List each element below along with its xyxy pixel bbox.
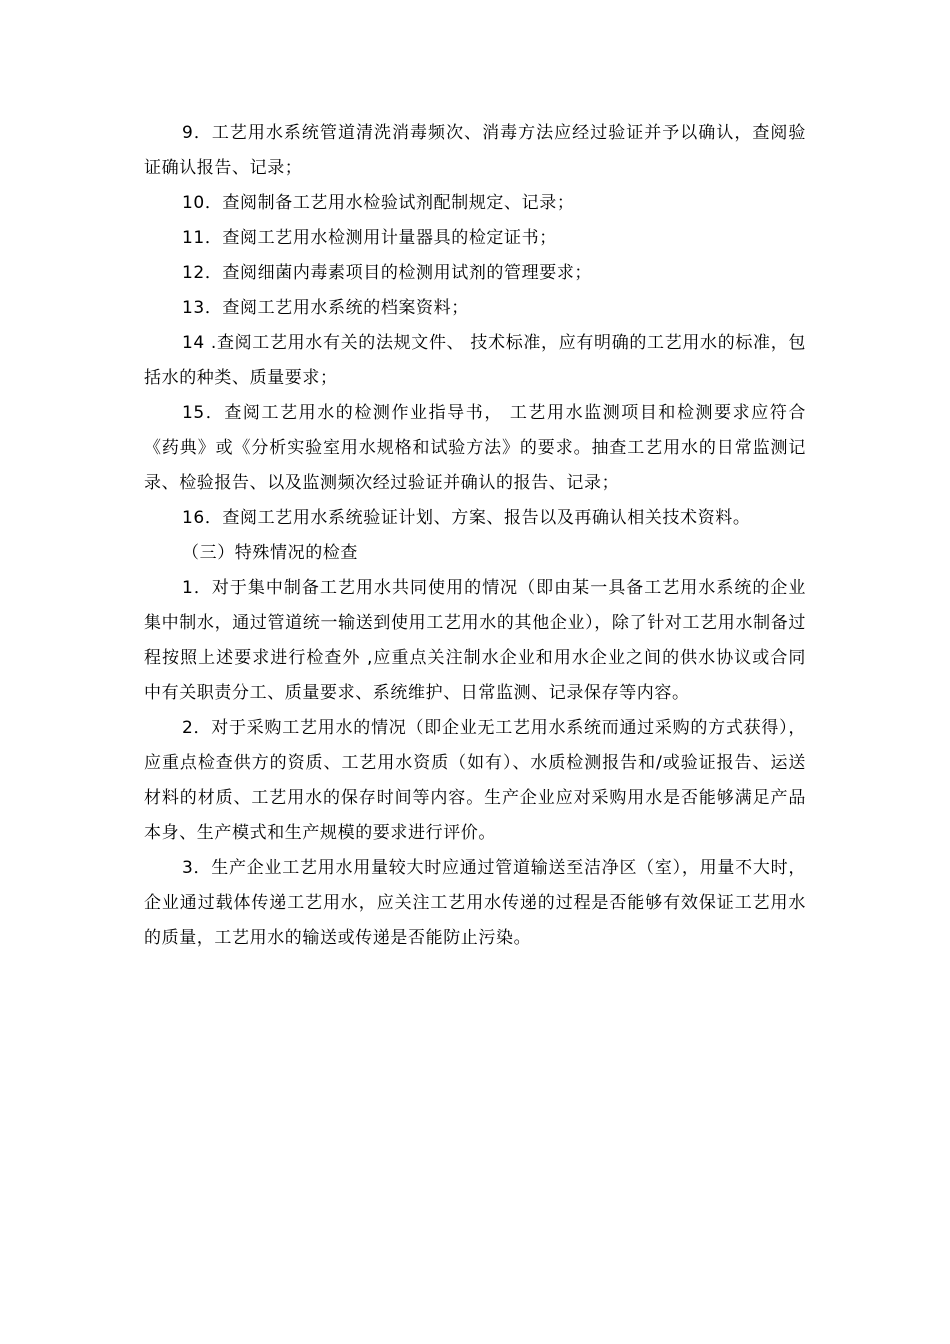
document-page <box>144 116 806 956</box>
paragraph-item-12: 12．查阅细菌内毒素项目的检测用试剂的管理要求； <box>182 263 593 283</box>
paragraph-item-16: 16．查阅工艺用水系统验证计划、方案、报告以及再确认相关技术资料。 <box>182 508 751 528</box>
special-case-item-1: 1．对于集中制备工艺用水共同使用的情况（即由某一具备工艺用水系统的企业集中制水，通过管道统一输送到使用工艺用水的其他企业），除了针对工艺用水制备过程按照上述要求进行检查外 ,应重点关注制水企业和用水企业之间的供水协议或合同中有关职责分工、质量要求、系统维护、日常监测、记录保存等内容。 <box>144 578 806 703</box>
paragraph-item-14: 14 .查阅工艺用水有关的法规文件、 技术标准，应有明确的工艺用水的标准，包括水的种类、质量要求； <box>144 333 806 388</box>
section-heading-special-cases: （三）特殊情况的检查 <box>182 543 358 563</box>
paragraph-item-11: 11．查阅工艺用水检测用计量器具的检定证书； <box>182 228 557 248</box>
special-case-item-2: 2．对于采购工艺用水的情况（即企业无工艺用水系统而通过采购的方式获得），应重点检查供方的资质、工艺用水资质（如有）、水质检测报告和/或验证报告、运送材料的材质、工艺用水的保存时间等内容。生产企业应对采购用水是否能够满足产品本身、生产模式和生产规模的要求进行评价。 <box>144 718 806 843</box>
paragraph-item-13: 13．查阅工艺用水系统的档案资料； <box>182 298 469 318</box>
paragraph-item-15: 15．查阅工艺用水的检测作业指导书， 工艺用水监测项目和检测要求应符合《药典》或《分析实验室用水规格和试验方法》的要求。抽查工艺用水的日常监测记录、检验报告、以及监测频次经过验证并确认的报告、记录； <box>144 403 806 493</box>
paragraph-item-10: 10．查阅制备工艺用水检验试剂配制规定、记录； <box>182 193 575 213</box>
special-case-item-3: 3．生产企业工艺用水用量较大时应通过管道输送至洁净区（室），用量不大时，企业通过载体传递工艺用水，应关注工艺用水传递的过程是否能够有效保证工艺用水的质量，工艺用水的输送或传递是否能防止污染。 <box>144 858 806 948</box>
paragraph-item-9: 9．工艺用水系统管道清洗消毒频次、消毒方法应经过验证并予以确认，查阅验证确认报告、记录； <box>144 123 806 178</box>
